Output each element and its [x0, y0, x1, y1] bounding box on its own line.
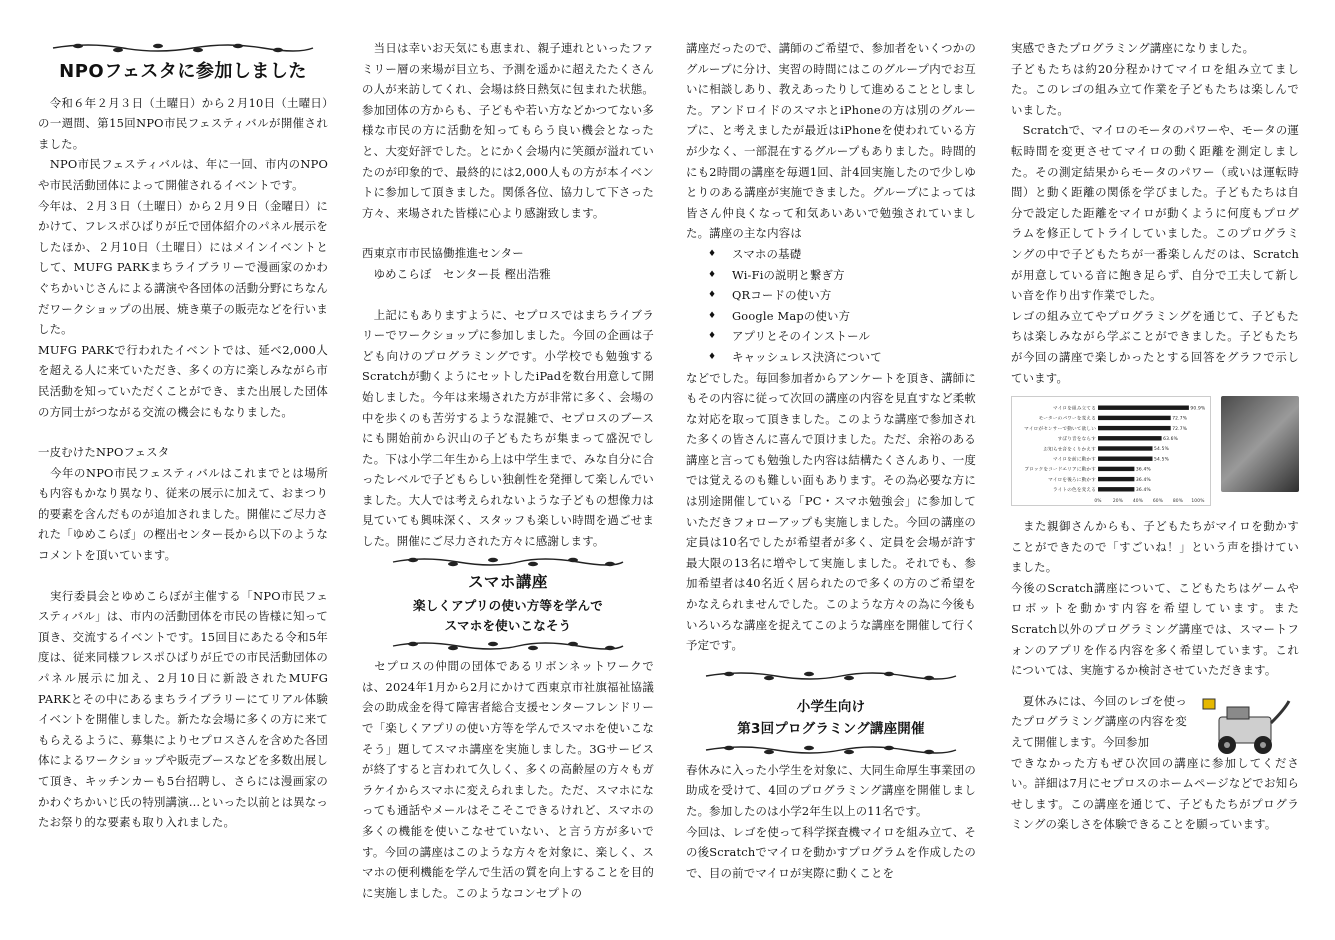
chart-value-label: 36.4%	[1135, 488, 1151, 494]
vine-ornament-icon	[701, 744, 961, 756]
chart-bar	[1098, 457, 1153, 461]
chart-tick-label: 20%	[1112, 498, 1124, 504]
chart-category-label: マイロがセンサーで動いて欲しい	[1024, 426, 1096, 432]
section-title: スマホ講座	[468, 572, 548, 591]
vine-ornament-icon	[48, 42, 318, 54]
paragraph: 実行委員会とゆめこらぼが主催する「NPO市民フェスティバル」は、市内の活動団体を市民の皆様に知って頂き、交流するイベントです。15回目にあたる令和5年度は、従来同様フレスポひばりが丘での市民活動団体のパネル展示に加え、2月10日に新設されたMUFG PARKとその中にあるまちライブラリーにてリアル体験イベントを開催しました。新たな会場に多くの方に来てもらえるように、募集によりセプロスさんを含めた各団体によるワークショップや販売ブースなどを多数出展して頂き、キッチンカーも5台招聘し、さらには漫画家のかわぐちかいじ氏の特別講演…といった以前とは異なったお祭り的な要素も取り入れました。	[38, 588, 328, 830]
list-item: ♦ Google Mapの使い方	[708, 306, 976, 327]
chart-bar	[1098, 487, 1134, 491]
chart-tick-label: 60%	[1152, 498, 1164, 504]
section-subtitle: 楽しくアプリの使い方等を学んで	[412, 598, 603, 614]
paragraph-rest-part: できなかった方もぜひ次回の講座に参加してください。詳細は7月にセプロスのホームページなどでお知らせします。この講座を通じて、子どもたちがプログラミングの楽しさを体験できることを願っています。	[1011, 755, 1299, 832]
paragraph: 実感できたプログラミング講座になりました。	[1011, 41, 1255, 55]
paragraph: 当日は幸いお天気にも恵まれ、親子連れといったファミリー層の来場が目立ち、予測を遥かに超えたたくさんの人が来訪してくれ、会場は終日熱気に包まれた状態。参加団体の方からも、子どもや若い方などかつてない多様な市民の方に活動を知ってもらう良い機会となったと、大変好評でした。とにかく会場内に笑顔が溢れていたのが印象的で、最終的には2,000人もの方が本イベントに参加して頂きました。関係各位、協力して下さった方々、来場された皆様に心より感謝致します。	[362, 41, 654, 220]
chart-value-label: 72.7%	[1172, 426, 1188, 432]
chart-tick-label: 100%	[1191, 498, 1205, 504]
signature-name: ゆめこらぼ センター長 樫出浩雅	[362, 266, 551, 281]
chart-category-label: すぼり音をならす	[1057, 437, 1096, 443]
chart-category-label: ライトの色を変える	[1052, 488, 1096, 494]
column-1	[38, 38, 328, 833]
chart-value-label: 63.6%	[1163, 437, 1179, 443]
chart-category-label: マイロを後ろに動かす	[1048, 477, 1096, 483]
chart-category-label: モーターのパワーを変える	[1038, 416, 1096, 422]
section-subtitle: スマホを使いこなそう	[444, 618, 572, 634]
chart-value-label: 36.4%	[1135, 467, 1151, 473]
paragraph: NPO市民フェスティバルは、年に一回、市内のNPOや市民活動団体によって開催されるイベントです。	[38, 157, 328, 192]
list-item: ♦ Wi-Fiの説明と繋ぎ方	[708, 265, 976, 286]
lego-robot-icon	[1197, 695, 1293, 757]
chart-value-label: 72.7%	[1172, 416, 1188, 422]
paragraph: Scratchで、マイロのモータのパワーや、モータの運転時間を変更させてマイロの動く距離を測定しました。その測定結果からモータのパワー（或いは運転時間）と動く距離の関係を学びました。子どもたちは自分で設定した距離をマイロが動くように何度もプログラムを修正してトライしていました。このプログラミングの中で子どもたちが一番楽しんだのは、Scratchが用意している音に飽き足らず、自分で工夫して新しい音を作り出す作業でした。	[1011, 123, 1299, 303]
bar-chart-svg	[1012, 397, 1210, 505]
list-item: ♦ スマホの基礎	[708, 244, 976, 265]
topic-list	[686, 244, 976, 368]
chart-bar	[1098, 426, 1171, 430]
paragraph: 上記にもありますように、セプロスではまちライブラリーでワークショップに参加しました。今回の企画は子ども向けのプログラミングです。小学校でも勉強するScratchが動くようにセットしたiPadを数台用意して開始しました。今年は来場された方が非常に多く、会場の中を歩くのも苦労するような混雑で、セプロスのブースにも開始前から沢山の子どもたちが集まって盛況でした。下は小学二年生から上は中学生まで、みな自分に合ったレベルで子どもらしい独創性を発揮して楽しんでいました。大人では考えられないような子どもの想像力は見ていても興味深く、スタッフも楽しい時間を過ごせました。開催にご尽力された方々に感謝します。	[362, 307, 655, 549]
chart-bar	[1098, 467, 1134, 471]
chart-bar	[1098, 416, 1171, 420]
chart-row	[1011, 396, 1299, 506]
paragraph: 今年は、２月３日（土曜日）から２月９日（金曜日）にかけて、フレスポひばりが丘で団体紹介のパネル展示をしたほか、２月10日（土曜日）にはメインイベントとして、MUFG PARKまちライブラリーで漫画家のかわぐちかいじさんによる講演や各団体の活動分野にちなんだワークショップの出展、焼き菓子の販売などを行いました。	[38, 198, 328, 337]
paragraph-wrapped-part: 夏休みには、今回のレゴを使ったプログラミング講座の内容を変えて開催します。今回参加	[1011, 693, 1187, 750]
paragraph: レゴの組み立てやプログラミングを通じて、子どもたちは楽しみながら学ぶことができました。子どもたちが今回の講座で楽しかったとする回答をグラフで示しています。	[1011, 308, 1299, 385]
chart-tick-label: 80%	[1172, 498, 1184, 504]
list-item: ♦ QRコードの使い方	[708, 285, 976, 306]
paragraph: 講座だったので、講師のご希望で、参加者をいくつかのグループに分け、実習の時間にはこのグループ内でお互いに相談しあり、教えあったりして進めることとしました。アンドロイドのスマホとiPhoneの方は別のグループに、と考えましたが最近はiPhoneを使われている方が少なく、一部混在するグループもありました。時間的にも2時間の講座を毎週1回、計4回実施したので少しゆとりのある講座が実施できました。グループによっては皆さん仲良くなって和気あいあいで勉強されていました。講座の主な内容は	[686, 41, 976, 241]
paragraph: 子どもたちは約20分程かけてマイロを組み立てました。このレゴの組み立て作業を子どもたちは楽しんでいました。	[1011, 61, 1299, 117]
chart-category-label: マイロを前に動かす	[1052, 457, 1096, 463]
column-2	[362, 38, 654, 903]
chart-value-label: 54.5%	[1154, 457, 1169, 463]
chart-tick-label: 0%	[1094, 498, 1102, 504]
paragraph: また親御さんからも、子どもたちがマイロを動かすことができたので「すごいね！」という声を掛けていました。	[1011, 519, 1299, 575]
chart-value-label: 90.9%	[1190, 406, 1206, 412]
vine-ornament-icon	[388, 640, 628, 652]
workshop-photo	[1221, 396, 1299, 492]
chart-category-label: マイロを組み立てる	[1052, 406, 1096, 412]
paragraph: 今後のScratch講座について、こどもたちはゲームやロボットを動かす内容を希望しています。またScratch以外のプログラミング講座では、スマートフォンのアプリを作る内容を多く希望しています。これについては、実施するか検討させていただきます。	[1011, 580, 1299, 678]
paragraph: 今回は、レゴを使って科学探査機マイロを組み立て、その後Scratchでマイロを動かすプログラムを作成したので、目の前でマイロが実際に動くことを	[686, 824, 976, 880]
chart-bar	[1098, 446, 1153, 450]
column-3	[686, 38, 976, 883]
paragraph: などでした。毎回参加者からアンケートを頂き、講師にもその内容に従って次回の講座の内容を見直すなど柔軟な対応を取って頂きました。このような講座で参加された多くの皆さんに喜んで頂けました。ただ、余裕のある講座と言っても勉強した内容は結構たくさんあり、一度では覚えるのも難しい面もあります。その為必要な方には別途開催している「PC・スマホ勉強会」に参加していただきフォローアップも実施しました。今回の講座の定員は10名でしたが希望者が多く、定員を会場が許す最大限の13名に増やして実施しました。それでも、参加希望者は40名近く居られたので多くの方のご希望をかなえられませんでした。このような方々の為に今後もいろいろな講座を捉えてこのような講座を開催して行く予定です。	[686, 370, 976, 653]
paragraph: 令和６年２月３日（土曜日）から２月10日（土曜日）の一週間、第15回NPO市民フェスティバルが開催されました。	[38, 95, 328, 151]
bar-chart	[1011, 396, 1211, 506]
chart-bar	[1098, 477, 1134, 481]
chart-value-label: 36.4%	[1135, 477, 1151, 483]
paragraph: 春休みに入った小学生を対象に、大同生命厚生事業団の助成を受けて、4回のプログラミング講座を開催しました。参加したのは小学2年生以上の11名です。	[686, 762, 976, 818]
chart-bar	[1098, 436, 1162, 440]
vine-ornament-icon	[701, 670, 961, 682]
vine-ornament-icon	[388, 556, 628, 568]
article-title: NPOフェスタに参加しました	[59, 61, 307, 82]
column-4	[1011, 38, 1299, 835]
signature-org: 西東京市市民協働推進センター	[362, 246, 524, 261]
section-title: 第3回プログラミング講座開催	[737, 720, 925, 737]
paragraph: 今年のNPO市民フェスティバルはこれまでとは場所も内容もかなり異なり、従来の展示に加えて、おまつり的要素を含んだものが追加されました。開催にご尽力された「ゆめこらぼ」の樫出センター長から以下のようなコメントを頂いています。	[38, 465, 328, 563]
paragraph: セプロスの仲間の団体であるリボンネットワークでは、2024年1月から2月にかけて西東京市社旗福祉協議会の助成金を得て障害者総合支援センターフレンドリーで「楽しくアプリの使い方等を学んでスマホを使いこなそう」題してスマホ講座を実施しました。3Gサービスが終了すると言われて久しく、多くの高齢屋の方々もガラケイからスマホに変えられました。ただ、スマホになっても通話やメールはそこそこできるけれど、スマホの多くの機能を使いこなせていない、と言う方が多いです。今回の講座はこのような方々を対象に、楽しく、スマホの便利機能を学んで生活の質を向上することを目的に実施しました。このようなコンセプトの	[362, 659, 654, 900]
chart-category-label: お知らせ音をくりかえす	[1043, 447, 1096, 453]
summer-section	[1011, 691, 1299, 835]
list-item: ♦ アプリとそのインストール	[708, 326, 976, 347]
chart-tick-label: 40%	[1132, 498, 1144, 504]
section-title: 小学生向け	[796, 698, 866, 715]
paragraph: MUFG PARKで行われたイベントでは、延べ2,000人を超える人に来ていただき、多くの方に楽しみながら市民活動を知っていただくことができ、また出展した団体の方同士がつながる交流の機会にもなりました。	[38, 342, 328, 419]
chart-category-label: ブロックをコードエリアに動かす	[1024, 467, 1096, 473]
chart-value-label: 54.5%	[1154, 447, 1169, 453]
subheading: 一皮むけたNPOフェスタ	[38, 445, 170, 460]
chart-bar	[1098, 406, 1189, 410]
list-item: ♦ キャッシュレス決済について	[708, 347, 976, 368]
